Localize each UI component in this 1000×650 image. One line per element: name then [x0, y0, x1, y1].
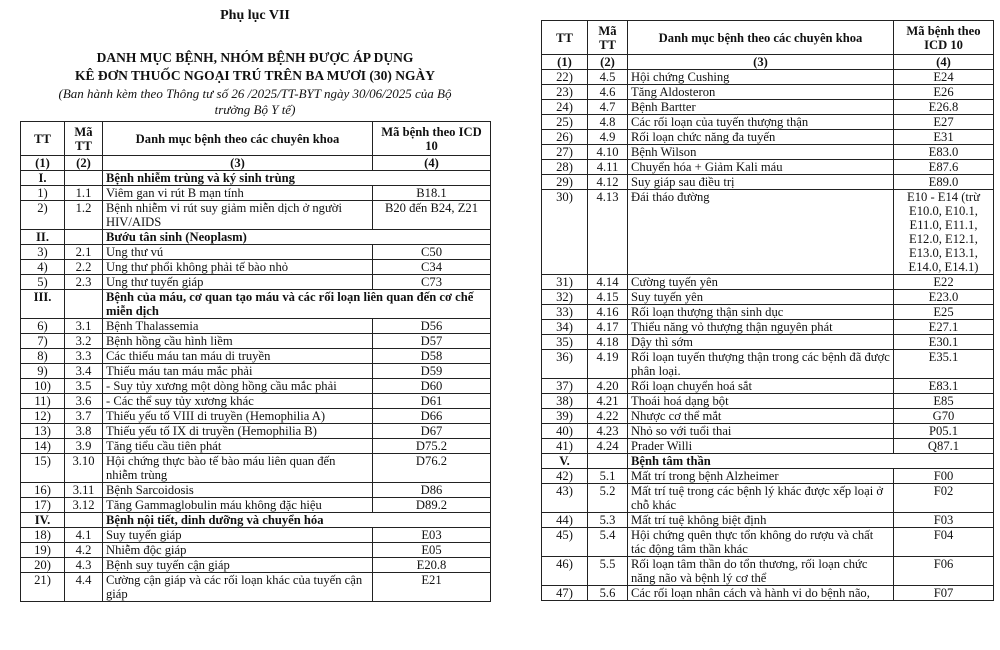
- cell-tt: 12): [21, 409, 65, 424]
- cell-icd-code: F06: [894, 557, 994, 586]
- table-row: [542, 469, 994, 484]
- cell-icd-code: E05: [373, 543, 491, 558]
- cell-ma-tt: 1.1: [65, 186, 103, 201]
- cell-icd-code: D76.2: [373, 454, 491, 483]
- cell-ma-tt: 3.11: [65, 483, 103, 498]
- table-row: [21, 319, 491, 334]
- cell-icd-code: E87.6: [894, 160, 994, 175]
- table-row: [21, 201, 491, 230]
- cell-disease-name: Các thiếu máu tan máu di truyền: [103, 349, 373, 364]
- cell-disease-name: Bệnh của máu, cơ quan tạo máu và các rối loạn liên quan đến cơ chế miễn dịch: [103, 290, 491, 319]
- cell-tt: 27): [542, 145, 588, 160]
- cell-disease-name: Suy tuyến yên: [628, 290, 894, 305]
- disease-table-right: [541, 20, 994, 601]
- column-number: (3): [103, 156, 373, 171]
- table-row: [542, 85, 994, 100]
- cell-disease-name: Nhiễm độc giáp: [103, 543, 373, 558]
- table-row: [542, 424, 994, 439]
- table-group-row: [21, 171, 491, 186]
- cell-ma-tt: 4.7: [588, 100, 628, 115]
- cell-disease-name: Bệnh Wilson: [628, 145, 894, 160]
- cell-tt: 17): [21, 498, 65, 513]
- cell-disease-name: Đái tháo đường: [628, 190, 894, 275]
- cell-icd-code: F03: [894, 513, 994, 528]
- cell-ma-tt: 4.16: [588, 305, 628, 320]
- cell-disease-name: Hội chứng Cushing: [628, 70, 894, 85]
- document-title-line-1: DANH MỤC BỆNH, NHÓM BỆNH ĐƯỢC ÁP DỤNG: [96, 50, 414, 65]
- cell-ma-tt: 4.3: [65, 558, 103, 573]
- table-header-row: [21, 122, 491, 156]
- cell-icd-code: D58: [373, 349, 491, 364]
- cell-disease-name: Mất trí trong bệnh Alzheimer: [628, 469, 894, 484]
- cell-icd-code: E26.8: [894, 100, 994, 115]
- cell-icd-code: B20 đến B24, Z21: [373, 201, 491, 230]
- table-row: [21, 498, 491, 513]
- cell-tt: 39): [542, 409, 588, 424]
- cell-ma-tt: 4.2: [65, 543, 103, 558]
- cell-disease-name: Ung thư vú: [103, 245, 373, 260]
- table-row: [542, 290, 994, 305]
- column-number: (1): [21, 156, 65, 171]
- cell-tt: 8): [21, 349, 65, 364]
- table-row: [21, 558, 491, 573]
- document-subtitle: [40, 86, 470, 118]
- cell-tt: 16): [21, 483, 65, 498]
- cell-icd-code: E20.8: [373, 558, 491, 573]
- cell-icd-code: E30.1: [894, 335, 994, 350]
- table-row: [542, 439, 994, 454]
- cell-tt: 20): [21, 558, 65, 573]
- cell-disease-name: - Các thể suy tủy xương khác: [103, 394, 373, 409]
- cell-ma-tt: 2.3: [65, 275, 103, 290]
- cell-icd-code: C34: [373, 260, 491, 275]
- cell-icd-code: E24: [894, 70, 994, 85]
- cell-ma-tt: 5.2: [588, 484, 628, 513]
- cell-tt: 13): [21, 424, 65, 439]
- cell-ma-tt: 4.20: [588, 379, 628, 394]
- column-header-tt: TT: [542, 21, 588, 55]
- cell-ma-tt: 4.1: [65, 528, 103, 543]
- cell-tt: 26): [542, 130, 588, 145]
- cell-icd-code: E85: [894, 394, 994, 409]
- cell-ma-tt: 3.4: [65, 364, 103, 379]
- cell-tt: I.: [21, 171, 65, 186]
- cell-icd-code: D67: [373, 424, 491, 439]
- column-number: (2): [65, 156, 103, 171]
- table-group-row: [21, 513, 491, 528]
- cell-icd-code: D59: [373, 364, 491, 379]
- column-number: (3): [628, 55, 894, 70]
- subtitle-line-2: trưởng Bộ Y tế): [214, 102, 296, 117]
- table-row: [542, 115, 994, 130]
- cell-icd-code: F02: [894, 484, 994, 513]
- table-row: [542, 394, 994, 409]
- cell-ma-tt: 3.10: [65, 454, 103, 483]
- cell-disease-name: Ung thư phổi không phải tế bào nhỏ: [103, 260, 373, 275]
- table-row: [542, 528, 994, 557]
- cell-disease-name: Bệnh nội tiết, dinh dưỡng và chuyển hóa: [103, 513, 491, 528]
- cell-disease-name: Rối loạn thượng thận sinh dục: [628, 305, 894, 320]
- cell-tt: 30): [542, 190, 588, 275]
- column-header-disease: Danh mục bệnh theo các chuyên khoa: [103, 122, 373, 156]
- cell-ma-tt: 3.3: [65, 349, 103, 364]
- cell-disease-name: Tăng Gammaglobulin máu không đặc hiệu: [103, 498, 373, 513]
- cell-tt: 5): [21, 275, 65, 290]
- table-row: [21, 454, 491, 483]
- cell-disease-name: Nhỏ so với tuổi thai: [628, 424, 894, 439]
- cell-icd-code: D89.2: [373, 498, 491, 513]
- cell-disease-name: Chuyển hóa + Giảm Kali máu: [628, 160, 894, 175]
- cell-disease-name: Rối loạn chuyển hoá sắt: [628, 379, 894, 394]
- cell-tt: 11): [21, 394, 65, 409]
- cell-ma-tt: 4.13: [588, 190, 628, 275]
- cell-tt: 15): [21, 454, 65, 483]
- table-group-row: [542, 454, 994, 469]
- cell-disease-name: Thoái hoá dạng bột: [628, 394, 894, 409]
- cell-ma-tt: 4.11: [588, 160, 628, 175]
- cell-tt: 40): [542, 424, 588, 439]
- cell-ma-tt: 4.5: [588, 70, 628, 85]
- cell-tt: III.: [21, 290, 65, 319]
- cell-disease-name: Thiếu máu tan máu mắc phải: [103, 364, 373, 379]
- cell-icd-code: F04: [894, 528, 994, 557]
- cell-tt: 36): [542, 350, 588, 379]
- cell-tt: 43): [542, 484, 588, 513]
- cell-disease-name: Thiếu yếu tố IX di truyền (Hemophilia B): [103, 424, 373, 439]
- table-row: [21, 275, 491, 290]
- table-row: [21, 349, 491, 364]
- column-header-tt: TT: [21, 122, 65, 156]
- table-row: [542, 335, 994, 350]
- cell-ma-tt: 4.14: [588, 275, 628, 290]
- column-number-row: [21, 156, 491, 171]
- cell-tt: 22): [542, 70, 588, 85]
- cell-ma-tt: 2.2: [65, 260, 103, 275]
- table-row: [21, 334, 491, 349]
- cell-tt: 31): [542, 275, 588, 290]
- table-row: [542, 160, 994, 175]
- cell-icd-code: D57: [373, 334, 491, 349]
- table-row: [542, 350, 994, 379]
- cell-tt: 28): [542, 160, 588, 175]
- cell-ma-tt: 4.17: [588, 320, 628, 335]
- cell-disease-name: Cường cận giáp và các rối loạn khác của tuyến cận giáp: [103, 573, 373, 602]
- table-row: [542, 320, 994, 335]
- table-row: [21, 439, 491, 454]
- table-row: [21, 186, 491, 201]
- cell-tt: 9): [21, 364, 65, 379]
- cell-tt: 21): [21, 573, 65, 602]
- table-row: [21, 409, 491, 424]
- cell-ma-tt: 4.19: [588, 350, 628, 379]
- cell-icd-code: G70: [894, 409, 994, 424]
- table-row: [542, 190, 994, 275]
- cell-disease-name: Tăng Aldosteron: [628, 85, 894, 100]
- table-row: [21, 260, 491, 275]
- cell-tt: 10): [21, 379, 65, 394]
- cell-tt: 7): [21, 334, 65, 349]
- table-row: [21, 483, 491, 498]
- cell-tt: 41): [542, 439, 588, 454]
- cell-disease-name: Cường tuyến yên: [628, 275, 894, 290]
- cell-disease-name: Dậy thì sớm: [628, 335, 894, 350]
- cell-disease-name: Hội chứng thực bào tế bào máu liên quan đến nhiễm trùng: [103, 454, 373, 483]
- cell-disease-name: Các rối loạn nhân cách và hành vi do bệnh não,: [628, 586, 894, 601]
- cell-disease-name: Các rối loạn của tuyến thượng thận: [628, 115, 894, 130]
- cell-tt: 45): [542, 528, 588, 557]
- table-row: [542, 379, 994, 394]
- cell-disease-name: Mất trí tuệ trong các bệnh lý khác được xếp loại ở chỗ khác: [628, 484, 894, 513]
- disease-table-left: [20, 121, 491, 602]
- cell-tt: 14): [21, 439, 65, 454]
- table-row: [542, 145, 994, 160]
- cell-icd-code: E89.0: [894, 175, 994, 190]
- table-row: [542, 175, 994, 190]
- column-header-icd: Mã bệnh theo ICD 10: [894, 21, 994, 55]
- cell-icd-code: P05.1: [894, 424, 994, 439]
- table-row: [542, 586, 994, 601]
- cell-ma-tt: 3.9: [65, 439, 103, 454]
- cell-disease-name: Viêm gan vi rút B mạn tính: [103, 186, 373, 201]
- cell-tt: 35): [542, 335, 588, 350]
- cell-ma-tt: [588, 454, 628, 469]
- cell-ma-tt: 4.9: [588, 130, 628, 145]
- cell-disease-name: Bệnh nhiễm trùng và ký sinh trùng: [103, 171, 491, 186]
- cell-tt: 1): [21, 186, 65, 201]
- cell-tt: 2): [21, 201, 65, 230]
- column-header-ma-tt: Mã TT: [65, 122, 103, 156]
- cell-icd-code: D60: [373, 379, 491, 394]
- cell-ma-tt: 4.12: [588, 175, 628, 190]
- cell-ma-tt: 1.2: [65, 201, 103, 230]
- cell-disease-name: Ung thư tuyến giáp: [103, 275, 373, 290]
- table-row: [21, 245, 491, 260]
- cell-ma-tt: 5.5: [588, 557, 628, 586]
- cell-tt: II.: [21, 230, 65, 245]
- cell-tt: 34): [542, 320, 588, 335]
- cell-ma-tt: 4.23: [588, 424, 628, 439]
- cell-disease-name: Bệnh Thalassemia: [103, 319, 373, 334]
- cell-disease-name: Rối loạn tâm thần do tổn thương, rối loạn chức năng não và bệnh lý cơ thể: [628, 557, 894, 586]
- cell-ma-tt: 5.4: [588, 528, 628, 557]
- cell-disease-name: Prader Willi: [628, 439, 894, 454]
- cell-tt: 32): [542, 290, 588, 305]
- cell-icd-code: D61: [373, 394, 491, 409]
- cell-icd-code: D86: [373, 483, 491, 498]
- cell-icd-code: F07: [894, 586, 994, 601]
- cell-tt: 47): [542, 586, 588, 601]
- cell-icd-code: D56: [373, 319, 491, 334]
- cell-icd-code: E83.0: [894, 145, 994, 160]
- column-number: (4): [373, 156, 491, 171]
- cell-icd-code: C50: [373, 245, 491, 260]
- cell-ma-tt: 3.7: [65, 409, 103, 424]
- table-row: [542, 130, 994, 145]
- cell-disease-name: Bệnh tâm thần: [628, 454, 994, 469]
- cell-ma-tt: 5.3: [588, 513, 628, 528]
- cell-ma-tt: 4.6: [588, 85, 628, 100]
- cell-tt: 25): [542, 115, 588, 130]
- cell-tt: 37): [542, 379, 588, 394]
- appendix-title: Phụ lục VII: [220, 8, 290, 23]
- cell-icd-code: Q87.1: [894, 439, 994, 454]
- cell-icd-code: E31: [894, 130, 994, 145]
- cell-icd-code: E83.1: [894, 379, 994, 394]
- cell-icd-code: F00: [894, 469, 994, 484]
- cell-disease-name: Bệnh Sarcoidosis: [103, 483, 373, 498]
- cell-ma-tt: 3.5: [65, 379, 103, 394]
- table-row: [21, 364, 491, 379]
- table-row: [542, 305, 994, 320]
- table-row: [542, 100, 994, 115]
- cell-tt: IV.: [21, 513, 65, 528]
- document-title-line-2: KÊ ĐƠN THUỐC NGOẠI TRÚ TRÊN BA MƯƠI (30) NGÀY: [75, 68, 435, 83]
- cell-ma-tt: 3.1: [65, 319, 103, 334]
- cell-ma-tt: [65, 290, 103, 319]
- cell-icd-code: E27.1: [894, 320, 994, 335]
- cell-ma-tt: 2.1: [65, 245, 103, 260]
- cell-disease-name: Bệnh suy tuyến cận giáp: [103, 558, 373, 573]
- column-header-icd: Mã bệnh theo ICD 10: [373, 122, 491, 156]
- column-header-ma-tt: Mã TT: [588, 21, 628, 55]
- table-row: [542, 70, 994, 85]
- cell-ma-tt: 3.2: [65, 334, 103, 349]
- cell-icd-code: E26: [894, 85, 994, 100]
- table-row: [542, 557, 994, 586]
- column-header-disease: Danh mục bệnh theo các chuyên khoa: [628, 21, 894, 55]
- cell-ma-tt: 4.10: [588, 145, 628, 160]
- subtitle-line-1: (Ban hành kèm theo Thông tư số 26 /2025/TT-BYT ngày 30/06/2025 của Bộ: [58, 86, 452, 101]
- cell-ma-tt: 4.4: [65, 573, 103, 602]
- cell-icd-code: E23.0: [894, 290, 994, 305]
- cell-disease-name: Rối loạn chức năng đa tuyến: [628, 130, 894, 145]
- cell-disease-name: Nhược cơ thể mắt: [628, 409, 894, 424]
- cell-disease-name: Bệnh Bartter: [628, 100, 894, 115]
- cell-ma-tt: 4.24: [588, 439, 628, 454]
- table-group-row: [21, 290, 491, 319]
- cell-disease-name: Suy giáp sau điều trị: [628, 175, 894, 190]
- cell-icd-code: E35.1: [894, 350, 994, 379]
- cell-disease-name: Hội chứng quên thực tổn không do rượu và chất tác động tâm thần khác: [628, 528, 894, 557]
- cell-disease-name: Tăng tiểu cầu tiên phát: [103, 439, 373, 454]
- cell-tt: 23): [542, 85, 588, 100]
- cell-ma-tt: [65, 513, 103, 528]
- cell-ma-tt: [65, 171, 103, 186]
- cell-ma-tt: 5.1: [588, 469, 628, 484]
- cell-icd-code: B18.1: [373, 186, 491, 201]
- table-row: [21, 528, 491, 543]
- cell-ma-tt: 3.8: [65, 424, 103, 439]
- cell-tt: 6): [21, 319, 65, 334]
- cell-ma-tt: [65, 230, 103, 245]
- table-row: [542, 484, 994, 513]
- cell-disease-name: - Suy tủy xương một dòng hồng cầu mắc phải: [103, 379, 373, 394]
- table-row: [21, 543, 491, 558]
- table-row: [21, 379, 491, 394]
- column-number: (4): [894, 55, 994, 70]
- cell-icd-code: D66: [373, 409, 491, 424]
- cell-ma-tt: 3.6: [65, 394, 103, 409]
- column-number-row: [542, 55, 994, 70]
- cell-tt: 24): [542, 100, 588, 115]
- cell-ma-tt: 4.15: [588, 290, 628, 305]
- cell-ma-tt: 4.22: [588, 409, 628, 424]
- cell-tt: 29): [542, 175, 588, 190]
- cell-icd-code: E27: [894, 115, 994, 130]
- cell-icd-code: D75.2: [373, 439, 491, 454]
- cell-tt: 44): [542, 513, 588, 528]
- cell-ma-tt: 4.18: [588, 335, 628, 350]
- cell-icd-code: C73: [373, 275, 491, 290]
- cell-disease-name: Bướu tân sinh (Neoplasm): [103, 230, 491, 245]
- table-group-row: [21, 230, 491, 245]
- cell-icd-code: E10 - E14 (trừ E10.0, E10.1, E11.0, E11.1, E12.0, E12.1, E13.0, E13.1, E14.0, E14.1): [894, 190, 994, 275]
- cell-tt: 38): [542, 394, 588, 409]
- cell-disease-name: Mất trí tuệ không biệt định: [628, 513, 894, 528]
- cell-tt: 18): [21, 528, 65, 543]
- cell-ma-tt: 4.8: [588, 115, 628, 130]
- cell-ma-tt: 5.6: [588, 586, 628, 601]
- cell-disease-name: Rối loạn tuyến thượng thận trong các bệnh đã được phân loại.: [628, 350, 894, 379]
- cell-tt: 19): [21, 543, 65, 558]
- cell-tt: 3): [21, 245, 65, 260]
- table-row: [542, 409, 994, 424]
- cell-icd-code: E21: [373, 573, 491, 602]
- cell-ma-tt: 3.12: [65, 498, 103, 513]
- cell-disease-name: Bệnh hồng cầu hình liềm: [103, 334, 373, 349]
- table-row: [21, 424, 491, 439]
- cell-disease-name: Thiểu năng vỏ thượng thận nguyên phát: [628, 320, 894, 335]
- table-header-row: [542, 21, 994, 55]
- cell-icd-code: E25: [894, 305, 994, 320]
- table-row: [542, 513, 994, 528]
- cell-tt: 4): [21, 260, 65, 275]
- column-number: (1): [542, 55, 588, 70]
- column-number: (2): [588, 55, 628, 70]
- cell-disease-name: Bệnh nhiễm vi rút suy giảm miễn dịch ở người HIV/AIDS: [103, 201, 373, 230]
- cell-tt: V.: [542, 454, 588, 469]
- cell-disease-name: Suy tuyến giáp: [103, 528, 373, 543]
- cell-tt: 33): [542, 305, 588, 320]
- cell-icd-code: E22: [894, 275, 994, 290]
- table-row: [21, 394, 491, 409]
- table-row: [21, 573, 491, 602]
- cell-icd-code: E03: [373, 528, 491, 543]
- cell-tt: 42): [542, 469, 588, 484]
- table-row: [542, 275, 994, 290]
- cell-tt: 46): [542, 557, 588, 586]
- cell-ma-tt: 4.21: [588, 394, 628, 409]
- cell-disease-name: Thiếu yếu tố VIII di truyền (Hemophilia A): [103, 409, 373, 424]
